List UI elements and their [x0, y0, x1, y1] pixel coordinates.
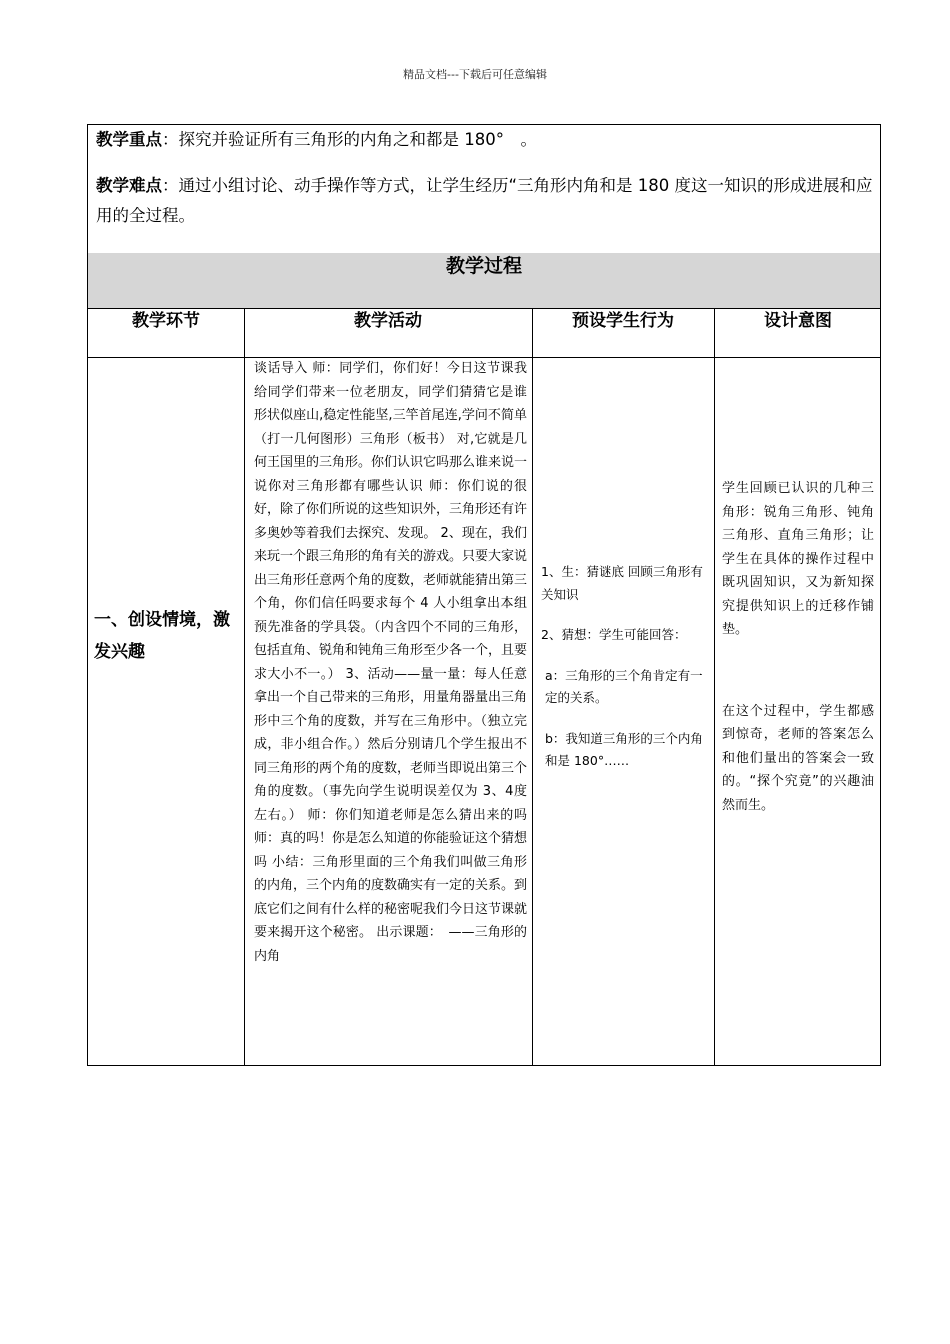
column-divider	[714, 308, 715, 1066]
difficulty-point	[96, 171, 874, 231]
column-header-student-behavior: 预设学生行为	[572, 311, 674, 331]
key-point-label: 教学重点	[96, 130, 162, 149]
stage-cell: 一、创设情境，激发兴趣	[94, 610, 230, 662]
student-behavior-cell	[541, 561, 707, 773]
column-header-design-intent: 设计意图	[764, 311, 832, 331]
column-divider	[244, 308, 245, 1066]
difficulty-text: ：通过小组讨论、动手操作等方式，让学生经历“三角形内角和是 180 度这一知识的形成进展和应用的全过程。	[96, 176, 873, 225]
behavior-item: a：三角形的三个角肯定有一定的关系。	[545, 667, 703, 705]
intent-paragraph: 学生回顾已认识的几种三角形：锐角三角形、钝角三角形、直角三角形；让学生在具体的操作过程中既巩固知识，又为新知探究提供知识上的迁移作铺垫。	[722, 481, 874, 637]
lesson-plan-table	[87, 124, 881, 1066]
behavior-item: b：我知道三角形的三个内角和是 180°……	[545, 730, 703, 768]
key-point-text: ：探究并验证所有三角形的内角之和都是 180° 。	[162, 130, 537, 149]
behavior-item: 1、生：猜谜底 回顾三角形有关知识	[541, 564, 703, 602]
column-header-stage: 教学环节	[132, 311, 200, 331]
column-header-activity: 教学活动	[354, 311, 422, 331]
intent-paragraph: 在这个过程中，学生都感到惊奇，老师的答案怎么和他们量出的答案会一致的。“探个究竟”的兴趣油然而生。	[722, 703, 874, 813]
activity-cell: 谈话导入 师：同学们，你们好！今日这节课我给同学们带来一位老朋友，同学们猜猜它是谁 形状似座山,稳定性能坚,三竿首尾连,学问不简单 （打一几何图形）三角形（板书） 对,它就是几何王国里的三角形。你们认识它吗那么谁来说一说你对三角形都有哪些认识 师：你们说的很好，除了你们所说的这些知识外，三角形还有许多奥妙等着我们去探究、发现。 2、现在，我们来玩一个跟三角形的角有关的游戏。只要大家说出三角形任意两个角的度数，老师就能猜出第三个角，你们信任吗要求每个 4 人小组拿出本组预先准备的学具袋。（内含四个不同的三角形，包括直角、锐角和钝角三角形至少各一个，且要求大小不一。） 3、活动——量一量：每人任意拿出一个自己带来的三角形，用量角器量出三角形中三个角的度数，并写在三角形中。（独立完成，非小组合作。）然后分别请几个学生报出不同三角形的两个角的度数，老师当即说出第三个角的度数。（事先向学生说明误差仅为 3、4度左右。） 师：你们知道老师是怎么猜出来的吗 师：真的吗！你是怎么知道的你能验证这个猜想吗 小结：三角形里面的三个角我们叫做三角形的内角，三个内角的度数确实有一定的关系。到底它们之间有什么样的秘密呢我们今日这节课就要来揭开这个秘密。 出示课题： ——三角形的内角	[254, 361, 554, 964]
behavior-item: 2、猜想：学生可能回答：	[541, 627, 687, 642]
page-header-note: 精品文档---下载后可任意编辑	[403, 68, 547, 81]
difficulty-label: 教学难点	[96, 176, 162, 195]
process-title: 教学过程	[445, 255, 522, 277]
design-intent-cell	[722, 477, 874, 817]
objectives-section	[96, 125, 874, 231]
key-point	[96, 125, 874, 155]
